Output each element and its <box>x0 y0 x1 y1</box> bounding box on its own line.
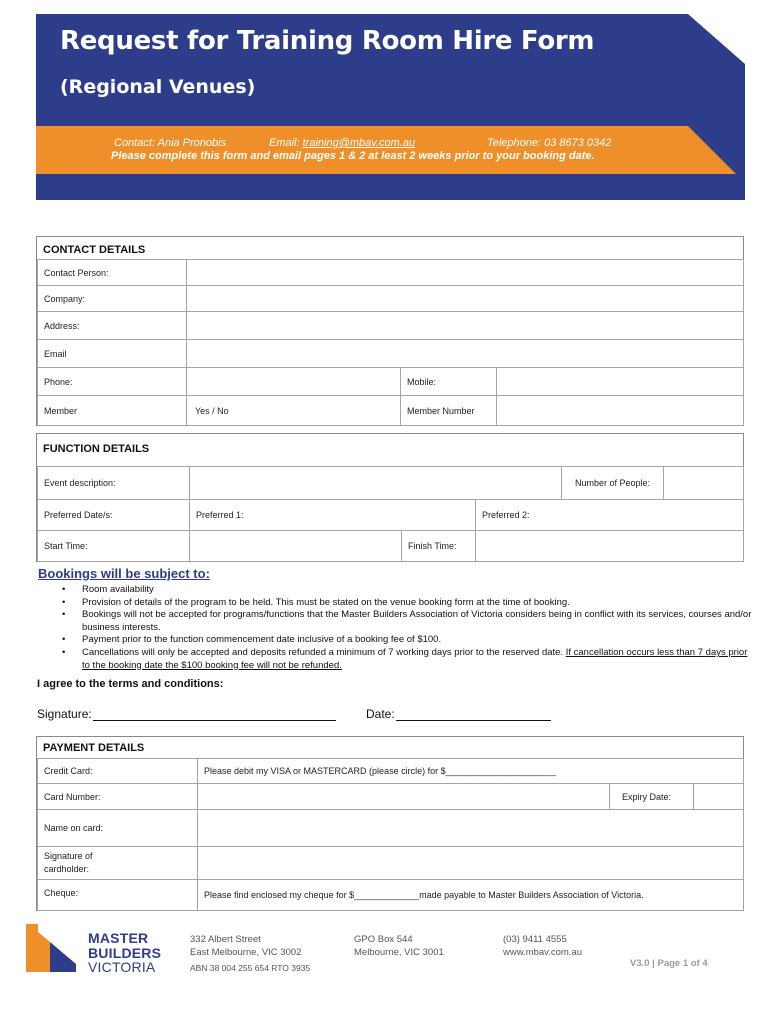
street-address-line2: East Melbourne, VIC 3002 <box>190 947 302 958</box>
email-link[interactable]: training@mbav.com.au <box>302 137 416 149</box>
start-time-field[interactable] <box>189 530 402 562</box>
contact-person-label: Contact Person: <box>37 259 187 286</box>
list-item: • Room availability <box>62 584 752 597</box>
address-label: Address: <box>37 311 187 340</box>
finish-time-label: Finish Time: <box>401 530 476 562</box>
preferred-2-field[interactable]: Preferred 2: <box>475 499 744 531</box>
cardholder-signature-field[interactable] <box>197 846 744 880</box>
contact-details-section <box>36 236 744 426</box>
event-description-label: Event description: <box>37 466 190 500</box>
cancellation-underlined-3: prior to the booking date the $100 booking fee will not be refunded. <box>82 646 748 671</box>
company-field[interactable] <box>186 285 744 312</box>
email-label-cell: Email <box>37 339 187 368</box>
street-address <box>190 933 301 959</box>
cheque-text[interactable]: Please find enclosed my cheque for $_____________made payable to Master Builders Association of Victoria. <box>197 879 744 911</box>
finish-time-field[interactable] <box>475 530 744 562</box>
logo-orange-bar <box>26 924 38 972</box>
postal-address <box>354 933 444 959</box>
expiry-date-label: Expiry Date: <box>609 783 694 810</box>
form-header <box>36 14 745 200</box>
list-item <box>62 647 752 672</box>
mobile-label: Mobile: <box>400 367 497 396</box>
email-label: Email: <box>269 137 303 149</box>
preferred-1-field[interactable]: Preferred 1: <box>189 499 476 531</box>
contact-name: Contact: Ania Pronobis <box>114 137 227 149</box>
agree-terms-text: I agree to the terms and conditions: <box>37 678 224 690</box>
form-title: Request for Training Room Hire Form <box>60 26 595 56</box>
logo-navy-shape <box>50 942 76 972</box>
member-yes-no[interactable]: Yes / No <box>186 395 401 426</box>
function-details-heading: FUNCTION DETAILS <box>43 443 150 455</box>
signature-of-cardholder-label <box>37 846 198 880</box>
email-field[interactable] <box>186 339 744 368</box>
logo-text-victoria: VICTORIA <box>88 959 156 975</box>
logo-text-master: MASTER <box>88 930 149 946</box>
function-details-section <box>36 433 744 562</box>
form-instructions: Please complete this form and email pages 1 & 2 at least 2 weeks prior to your booking date. <box>111 150 595 162</box>
list-item: • Payment prior to the function commencement date inclusive of a booking fee of $100. <box>62 634 752 647</box>
postal-address-line2: Melbourne, VIC 3001 <box>354 947 444 958</box>
abn-rto: ABN 38 004 255 654 RTO 3935 <box>190 963 311 973</box>
date-line[interactable] <box>396 720 551 721</box>
footer-contact <box>503 933 582 959</box>
signature-line[interactable] <box>93 720 336 721</box>
list-item: • Provision of details of the program to be held. This must be stated on the venue booking form at the time of booking. <box>62 597 752 610</box>
expiry-date-field[interactable] <box>693 783 744 810</box>
bookings-conditions-list <box>62 584 752 672</box>
form-subtitle: (Regional Venues) <box>60 76 256 98</box>
master-builders-logo-icon <box>24 924 84 974</box>
name-on-card-field[interactable] <box>197 809 744 847</box>
footer-phone: (03) 9411 4555 <box>503 934 567 945</box>
address-field[interactable] <box>186 311 744 340</box>
credit-card-debit-text[interactable]: Please debit my VISA or MASTERCARD (please circle) for $______________________ <box>197 758 744 784</box>
number-of-people-label: Number of People: <box>561 466 664 500</box>
phone-field[interactable] <box>186 367 401 396</box>
card-number-field[interactable] <box>197 783 610 810</box>
payment-details-heading: PAYMENT DETAILS <box>43 742 145 754</box>
page-number: V3.0 | Page 1 of 4 <box>630 958 708 969</box>
company-label: Company: <box>37 285 187 312</box>
credit-card-label: Credit Card: <box>37 758 198 784</box>
number-of-people-field[interactable] <box>663 466 744 500</box>
start-time-label: Start Time: <box>37 530 190 562</box>
event-description-field[interactable] <box>189 466 562 500</box>
name-on-card-label: Name on card: <box>37 809 198 847</box>
card-number-label: Card Number: <box>37 783 198 810</box>
cheque-label: Cheque: <box>37 879 198 911</box>
date-label: Date: <box>366 707 395 721</box>
signature-of-text: Signature of <box>44 851 93 861</box>
list-item: • Bookings will not be accepted for programs/functions that the Master Builders Association of Victoria considers being in conflict with its services, courses and/or business interests. <box>62 609 752 634</box>
postal-address-line1: GPO Box 544 <box>354 934 413 945</box>
cancellation-underlined-1: If cancellation occurs less than 7 <box>565 646 706 658</box>
mobile-field[interactable] <box>496 367 744 396</box>
contact-details-heading: CONTACT DETAILS <box>43 244 146 256</box>
contact-person-field[interactable] <box>186 259 744 286</box>
cancellation-text: Cancellations will only be accepted and deposits refunded a minimum of 7 working days prior to the reserved date. <box>82 646 566 658</box>
member-number-label: Member Number <box>400 395 497 426</box>
logo-orange-wing <box>38 932 50 972</box>
cardholder-text: cardholder: <box>44 864 90 874</box>
contact-email <box>269 137 415 149</box>
member-number-field[interactable] <box>496 395 744 426</box>
footer-website[interactable]: www.mbav.com.au <box>503 947 583 958</box>
signature-label: Signature: <box>37 707 92 721</box>
preferred-dates-label: Preferred Date/s: <box>37 499 190 531</box>
contact-telephone: Telephone: 03 8673 0342 <box>487 137 612 149</box>
street-address-line1: 332 Albert Street <box>190 934 261 945</box>
cancellation-underlined-2: days <box>705 646 726 658</box>
member-label: Member <box>37 395 187 426</box>
payment-details-section <box>36 736 744 911</box>
phone-label: Phone: <box>37 367 187 396</box>
logo-text-builders: BUILDERS <box>88 945 162 961</box>
bookings-title: Bookings will be subject to: <box>38 566 210 581</box>
